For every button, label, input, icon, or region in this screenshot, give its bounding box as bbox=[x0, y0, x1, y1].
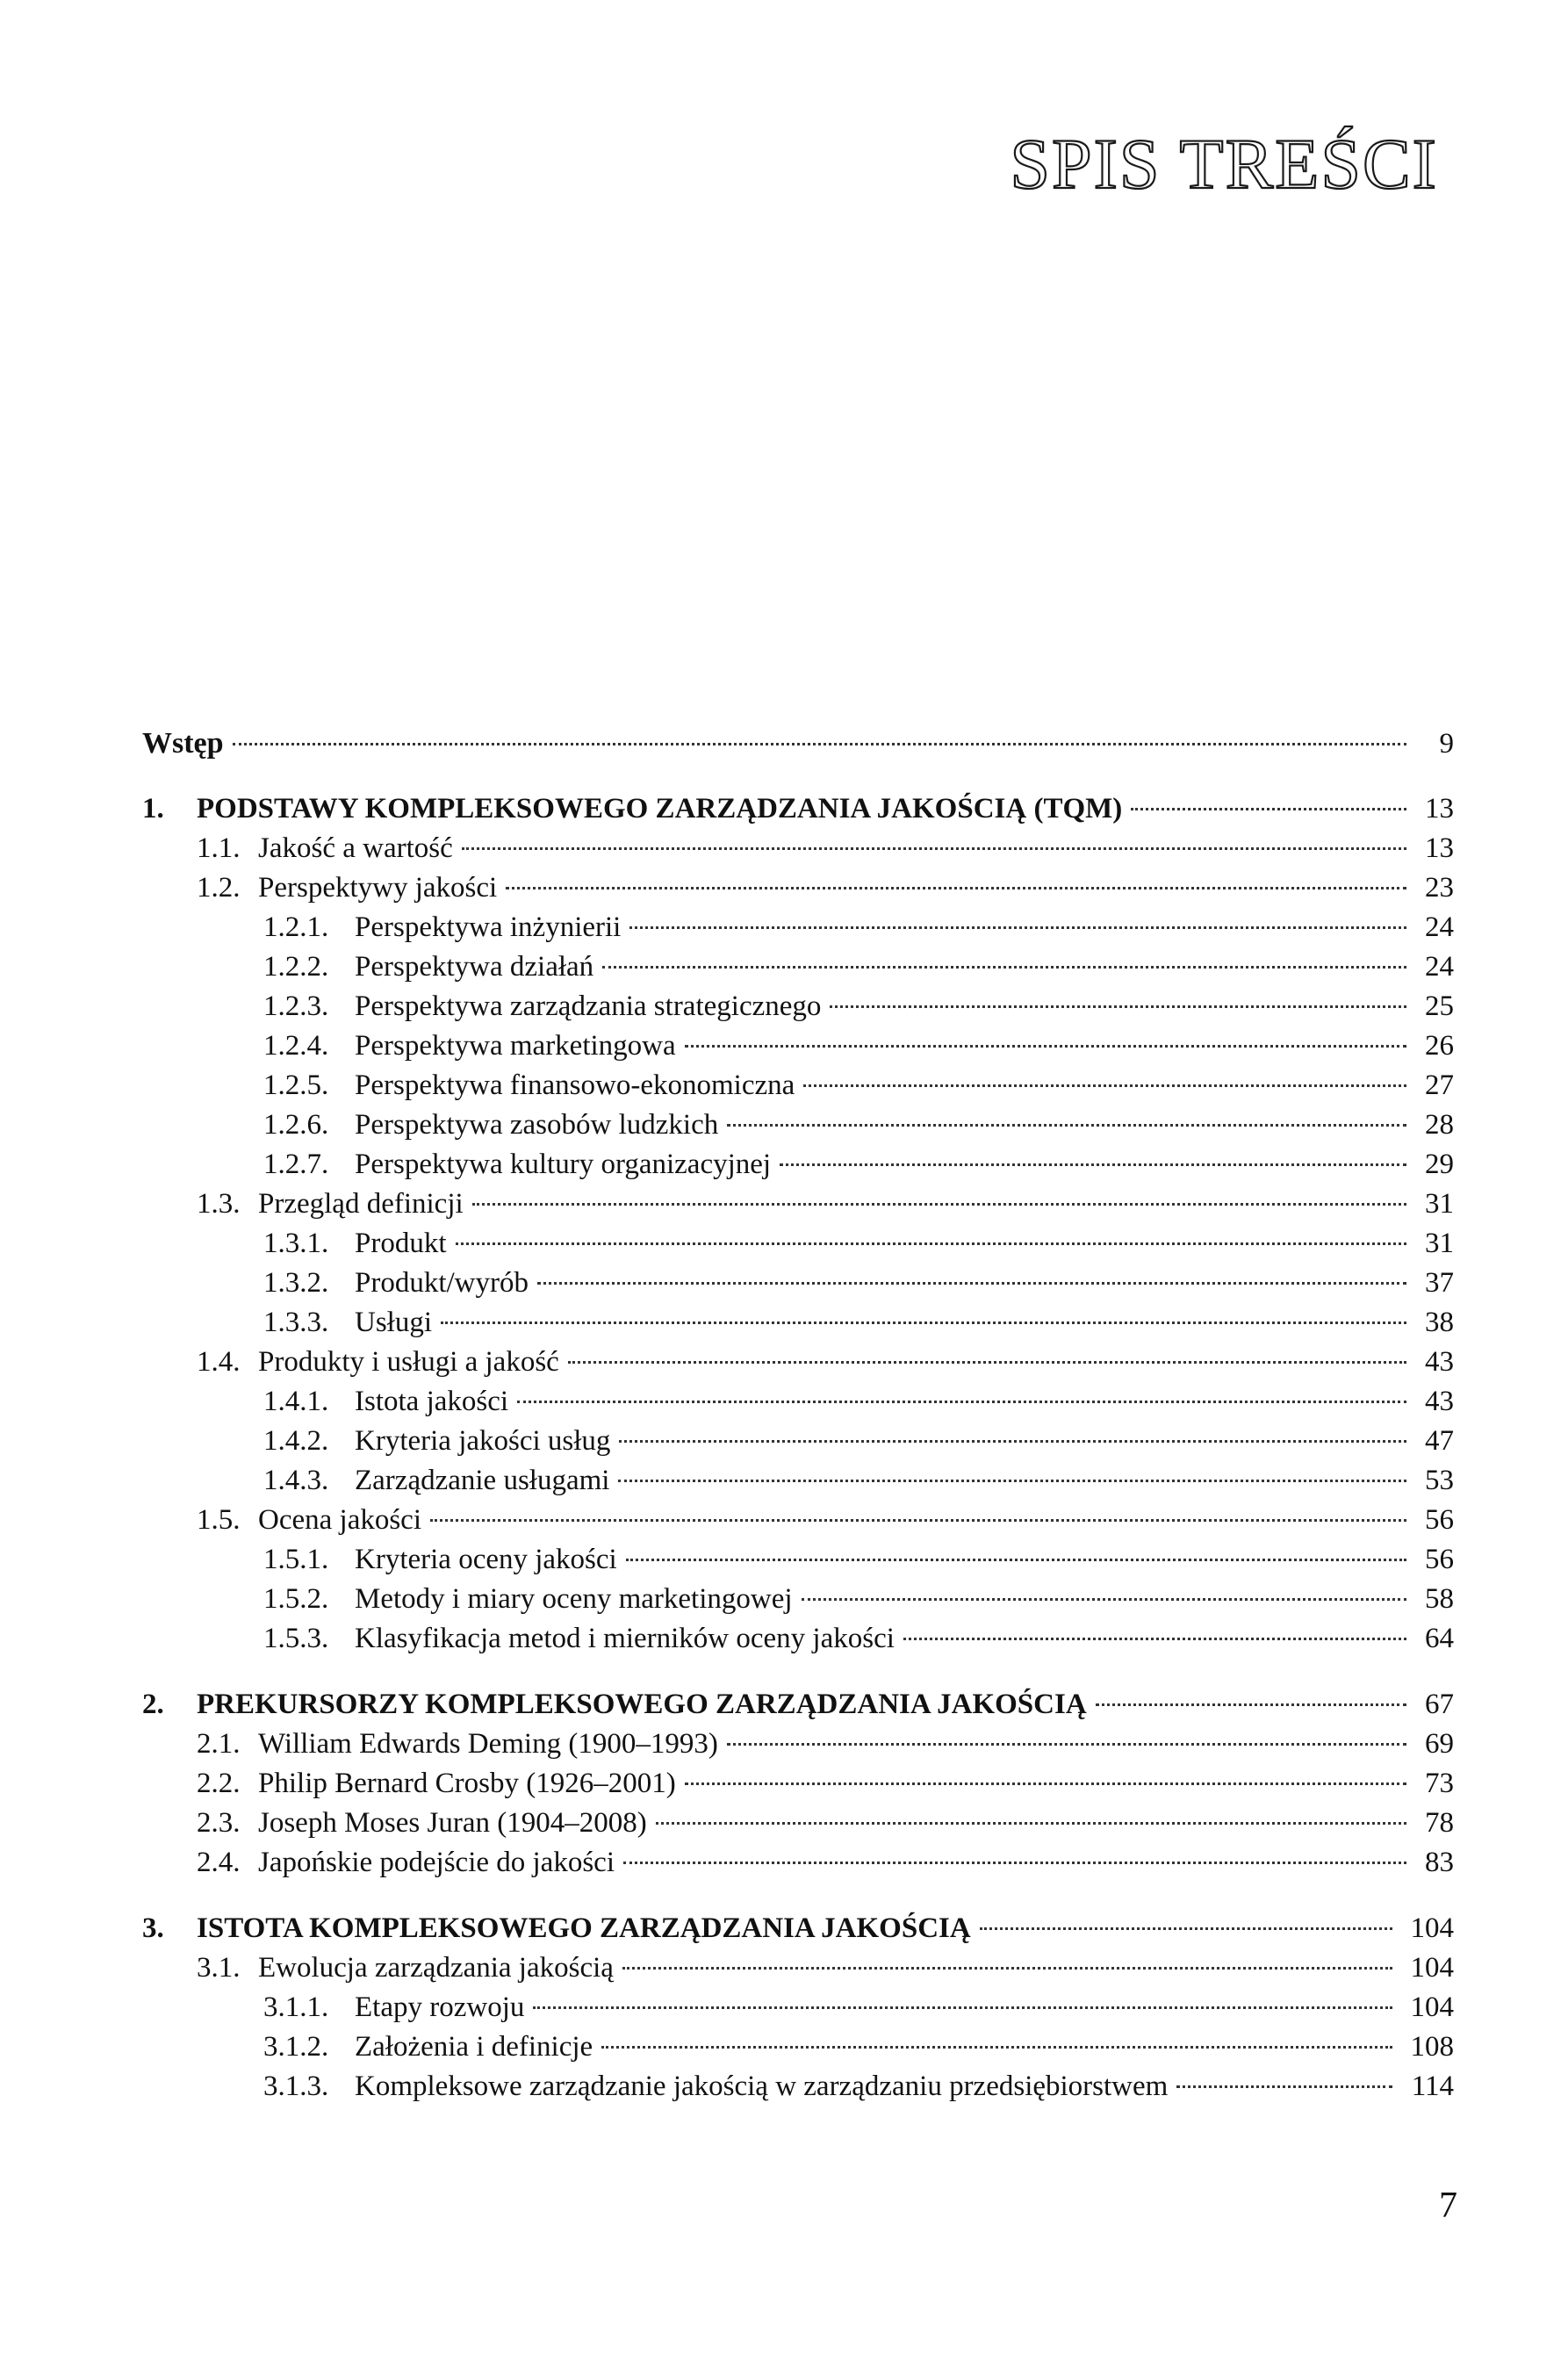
dot-leader bbox=[980, 1927, 1392, 1930]
toc-entry-title: Wstęp bbox=[142, 727, 224, 760]
toc-entry bbox=[142, 1185, 1454, 1224]
toc-entry-page: 28 bbox=[1425, 1109, 1454, 1141]
page-title: SPIS TREŚCI bbox=[1010, 124, 1438, 204]
toc-entry-page: 104 bbox=[1410, 1952, 1454, 1984]
toc-entry-number: 1.5.3. bbox=[263, 1623, 329, 1654]
toc-entry-page: 31 bbox=[1425, 1188, 1454, 1220]
toc-entry-title: Kryteria jakości usług bbox=[355, 1425, 611, 1457]
dot-leader bbox=[601, 2046, 1392, 2049]
dot-leader bbox=[233, 743, 1406, 745]
toc-entry-title: Produkt/wyrób bbox=[355, 1267, 529, 1299]
toc-entry-number: 1.5.2. bbox=[263, 1583, 329, 1615]
toc-entry bbox=[142, 908, 1454, 947]
toc-entry-page: 9 bbox=[1439, 728, 1454, 760]
page-number: 7 bbox=[1439, 2186, 1457, 2226]
toc-entry-title: Ewolucja zarządzania jakością bbox=[258, 1952, 614, 1984]
toc-entry-title: Produkt bbox=[355, 1228, 447, 1259]
toc-entry-number: 1.3.1. bbox=[263, 1228, 329, 1259]
toc-entry bbox=[142, 1422, 1454, 1461]
toc-entry-title: Istota jakości bbox=[355, 1386, 509, 1417]
dot-leader bbox=[1176, 2085, 1392, 2088]
dot-leader bbox=[623, 1862, 1406, 1864]
toc-entry-page: 83 bbox=[1425, 1847, 1454, 1878]
dot-leader bbox=[533, 2006, 1392, 2009]
toc-entry bbox=[142, 1105, 1454, 1145]
toc-entry-page: 43 bbox=[1425, 1346, 1454, 1378]
toc-entry-title: PODSTAWY KOMPLEKSOWEGO ZARZĄDZANIA JAKOŚCIĄ (TQM) bbox=[197, 793, 1123, 825]
toc-entry bbox=[142, 724, 1454, 763]
toc-entry-page: 13 bbox=[1425, 793, 1454, 825]
toc-entry bbox=[142, 1804, 1454, 1843]
toc-entry-title: Perspektywa działań bbox=[355, 951, 594, 983]
toc-entry-title: PREKURSORZY KOMPLEKSOWEGO ZARZĄDZANIA JAKOŚCIĄ bbox=[197, 1689, 1087, 1720]
dot-leader bbox=[626, 1559, 1406, 1561]
toc-entry bbox=[142, 1224, 1454, 1264]
toc-entry-number: 2.3. bbox=[197, 1807, 241, 1839]
toc-entry-title: William Edwards Deming (1900–1993) bbox=[258, 1728, 718, 1760]
toc-entry bbox=[142, 1145, 1454, 1185]
dot-leader bbox=[830, 1005, 1406, 1008]
toc-entry bbox=[142, 1026, 1454, 1066]
toc-entry-page: 64 bbox=[1425, 1623, 1454, 1654]
toc-entry-title: Japońskie podejście do jakości bbox=[258, 1847, 615, 1878]
dot-leader bbox=[568, 1361, 1406, 1364]
dot-leader bbox=[780, 1163, 1406, 1166]
toc-entry-page: 43 bbox=[1425, 1386, 1454, 1417]
toc-entry-number: 1. bbox=[142, 793, 164, 825]
toc-entry-number: 2.1. bbox=[197, 1728, 241, 1760]
dot-leader bbox=[656, 1822, 1406, 1825]
toc-entry-title: Perspektywa kultury organizacyjnej bbox=[355, 1149, 772, 1180]
toc-entry bbox=[142, 2027, 1454, 2067]
toc-entry-title: Etapy rozwoju bbox=[355, 1991, 525, 2023]
toc-entry bbox=[142, 1764, 1454, 1804]
toc-entry-number: 1.4.1. bbox=[263, 1386, 329, 1417]
toc-entry-title: Produkty i usługi a jakość bbox=[258, 1346, 559, 1378]
toc-entry-page: 37 bbox=[1425, 1267, 1454, 1299]
dot-leader bbox=[1131, 808, 1406, 810]
dot-leader bbox=[903, 1638, 1406, 1640]
toc-entry-page: 24 bbox=[1425, 911, 1454, 943]
toc-entry-number: 1.2.5. bbox=[263, 1069, 329, 1101]
toc-entry-number: 2. bbox=[142, 1689, 164, 1720]
toc-entry-number: 1.4.3. bbox=[263, 1465, 329, 1496]
dot-leader bbox=[803, 1084, 1406, 1087]
toc-entry-page: 27 bbox=[1425, 1069, 1454, 1101]
table-of-contents bbox=[142, 724, 1454, 2107]
toc-entry bbox=[142, 2067, 1454, 2107]
toc-entry-number: 1.5. bbox=[197, 1504, 241, 1536]
toc-entry-number: 1.3. bbox=[197, 1188, 241, 1220]
toc-entry-number: 1.2.4. bbox=[263, 1030, 329, 1062]
dot-leader bbox=[1096, 1703, 1406, 1706]
toc-entry-number: 1.3.3. bbox=[263, 1307, 329, 1338]
toc-entry-page: 24 bbox=[1425, 951, 1454, 983]
toc-entry-page: 114 bbox=[1411, 2071, 1454, 2102]
toc-entry bbox=[142, 1382, 1454, 1422]
toc-entry-title: Perspektywa zarządzania strategicznego bbox=[355, 990, 822, 1022]
toc-entry-title: Perspektywa inżynierii bbox=[355, 911, 622, 943]
toc-entry bbox=[142, 1343, 1454, 1382]
toc-entry-page: 104 bbox=[1410, 1912, 1454, 1944]
toc-entry-title: Kryteria oceny jakości bbox=[355, 1544, 617, 1575]
dot-leader bbox=[618, 1480, 1406, 1482]
toc-entry-number: 1.2.3. bbox=[263, 990, 329, 1022]
toc-entry-page: 69 bbox=[1425, 1728, 1454, 1760]
toc-entry-page: 56 bbox=[1425, 1544, 1454, 1575]
toc-entry-title: Perspektywa finansowo-ekonomiczna bbox=[355, 1069, 795, 1101]
toc-entry-title: ISTOTA KOMPLEKSOWEGO ZARZĄDZANIA JAKOŚCIĄ bbox=[197, 1912, 971, 1944]
toc-entry-title: Jakość a wartość bbox=[258, 832, 453, 864]
toc-entry-title: Ocena jakości bbox=[258, 1504, 421, 1536]
toc-entry-page: 31 bbox=[1425, 1228, 1454, 1259]
dot-leader bbox=[685, 1782, 1406, 1785]
toc-entry-title: Klasyfikacja metod i mierników oceny jakości bbox=[355, 1623, 895, 1654]
toc-entry bbox=[142, 789, 1454, 829]
dot-leader bbox=[430, 1519, 1406, 1522]
toc-entry bbox=[142, 1264, 1454, 1303]
dot-leader bbox=[506, 887, 1406, 889]
toc-entry-page: 25 bbox=[1425, 990, 1454, 1022]
toc-entry-number: 1.2.6. bbox=[263, 1109, 329, 1141]
dot-leader bbox=[622, 1967, 1392, 1970]
toc-entry-page: 38 bbox=[1425, 1307, 1454, 1338]
toc-entry-page: 73 bbox=[1425, 1768, 1454, 1799]
toc-entry bbox=[142, 1066, 1454, 1105]
toc-entry-number: 3. bbox=[142, 1912, 164, 1944]
toc-entry-number: 1.1. bbox=[197, 832, 241, 864]
dot-leader bbox=[619, 1440, 1406, 1443]
toc-entry-title: Zarządzanie usługami bbox=[355, 1465, 610, 1496]
toc-entry-title: Perspektywa zasobów ludzkich bbox=[355, 1109, 719, 1141]
dot-leader bbox=[802, 1598, 1406, 1601]
toc-entry-number: 3.1.2. bbox=[263, 2031, 329, 2063]
toc-entry-page: 56 bbox=[1425, 1504, 1454, 1536]
toc-entry bbox=[142, 987, 1454, 1026]
toc-entry bbox=[142, 868, 1454, 908]
toc-entry-page: 23 bbox=[1425, 872, 1454, 904]
dot-leader bbox=[472, 1203, 1406, 1206]
dot-leader bbox=[441, 1322, 1406, 1324]
toc-entry-page: 58 bbox=[1425, 1583, 1454, 1615]
toc-entry-number: 3.1.3. bbox=[263, 2071, 329, 2102]
dot-leader bbox=[456, 1242, 1406, 1245]
toc-entry-page: 29 bbox=[1425, 1149, 1454, 1180]
toc-entry bbox=[142, 1685, 1454, 1725]
toc-entry-number: 3.1. bbox=[197, 1952, 241, 1984]
dot-leader bbox=[602, 966, 1406, 969]
toc-entry-number: 1.2.2. bbox=[263, 951, 329, 983]
toc-entry-number: 1.4. bbox=[197, 1346, 241, 1378]
toc-entry bbox=[142, 1461, 1454, 1501]
toc-entry bbox=[142, 1909, 1454, 1948]
toc-entry bbox=[142, 1948, 1454, 1988]
toc-entry-number: 1.3.2. bbox=[263, 1267, 329, 1299]
toc-entry-title: Joseph Moses Juran (1904–2008) bbox=[258, 1807, 647, 1839]
toc-entry-page: 53 bbox=[1425, 1465, 1454, 1496]
toc-entry bbox=[142, 1843, 1454, 1883]
toc-entry-number: 2.2. bbox=[197, 1768, 241, 1799]
toc-entry-title: Przegląd definicji bbox=[258, 1188, 464, 1220]
toc-entry-page: 13 bbox=[1425, 832, 1454, 864]
toc-entry-number: 1.4.2. bbox=[263, 1425, 329, 1457]
toc-entry-number: 1.2. bbox=[197, 872, 241, 904]
dot-leader bbox=[517, 1401, 1406, 1403]
toc-entry-number: 1.2.7. bbox=[263, 1149, 329, 1180]
toc-entry-page: 26 bbox=[1425, 1030, 1454, 1062]
toc-entry-title: Metody i miary oceny marketingowej bbox=[355, 1583, 793, 1615]
toc-entry-page: 67 bbox=[1425, 1689, 1454, 1720]
toc-entry-page: 47 bbox=[1425, 1425, 1454, 1457]
toc-entry-title: Perspektywa marketingowa bbox=[355, 1030, 676, 1062]
toc-entry bbox=[142, 1501, 1454, 1540]
toc-entry bbox=[142, 1580, 1454, 1619]
toc-entry-title: Philip Bernard Crosby (1926–2001) bbox=[258, 1768, 676, 1799]
dot-leader bbox=[462, 847, 1406, 850]
toc-entry bbox=[142, 829, 1454, 868]
dot-leader bbox=[727, 1743, 1406, 1746]
dot-leader bbox=[727, 1124, 1406, 1127]
dot-leader bbox=[685, 1045, 1406, 1048]
toc-entry bbox=[142, 1303, 1454, 1343]
toc-entry-title: Kompleksowe zarządzanie jakością w zarządzaniu przedsiębiorstwem bbox=[355, 2071, 1169, 2102]
toc-entry bbox=[142, 1540, 1454, 1580]
toc-entry bbox=[142, 1725, 1454, 1764]
toc-entry bbox=[142, 947, 1454, 987]
toc-entry bbox=[142, 1988, 1454, 2027]
toc-entry-title: Usługi bbox=[355, 1307, 433, 1338]
toc-entry-number: 1.2.1. bbox=[263, 911, 329, 943]
toc-entry-number: 1.5.1. bbox=[263, 1544, 329, 1575]
toc-entry-page: 104 bbox=[1410, 1991, 1454, 2023]
dot-leader bbox=[629, 926, 1406, 929]
toc-entry-number: 2.4. bbox=[197, 1847, 241, 1878]
toc-entry-title: Założenia i definicje bbox=[355, 2031, 593, 2063]
toc-entry-title: Perspektywy jakości bbox=[258, 872, 498, 904]
toc-entry-number: 3.1.1. bbox=[263, 1991, 329, 2023]
toc-entry bbox=[142, 1619, 1454, 1659]
toc-entry-page: 78 bbox=[1425, 1807, 1454, 1839]
dot-leader bbox=[537, 1282, 1406, 1285]
toc-entry-page: 108 bbox=[1410, 2031, 1454, 2063]
